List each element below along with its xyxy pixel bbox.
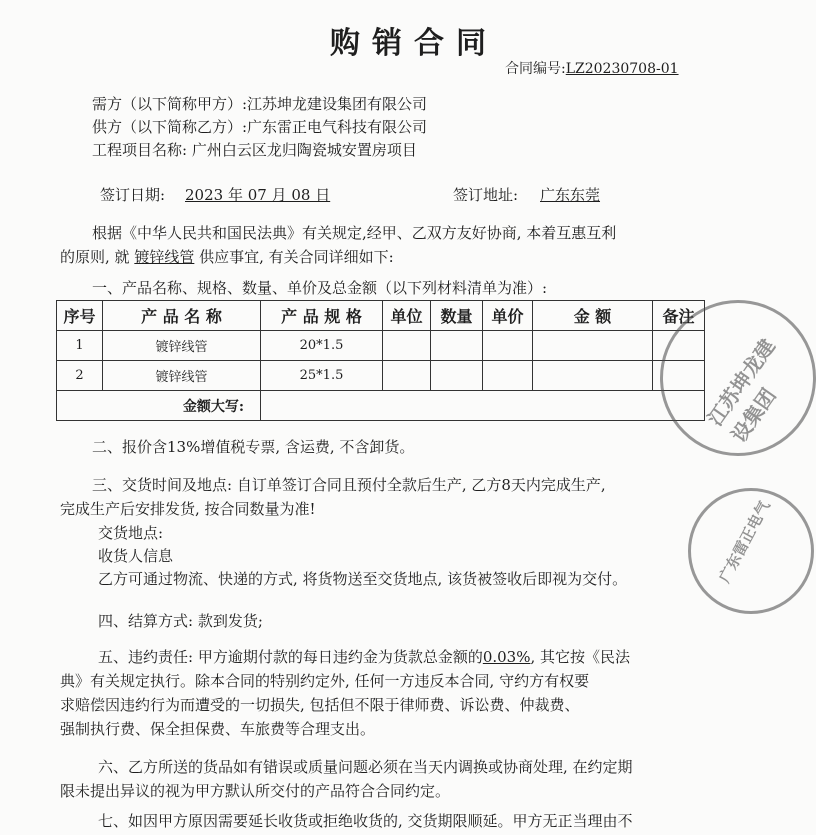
cell-qty bbox=[431, 331, 483, 361]
cell-name: 镀锌线管 bbox=[103, 361, 261, 391]
table-row bbox=[57, 361, 705, 391]
cell-index: 2 bbox=[57, 361, 103, 391]
signing-place-label: 签订地址: bbox=[453, 186, 519, 204]
seller-company-stamp bbox=[688, 488, 814, 614]
contract-number bbox=[505, 58, 679, 78]
penalty-rate: 0.03% bbox=[482, 648, 531, 666]
cell-name: 镀锌线管 bbox=[103, 331, 261, 361]
intro-prefix: 的原则, 就 bbox=[60, 248, 130, 266]
cell-amount bbox=[533, 331, 653, 361]
table-row bbox=[57, 331, 705, 361]
total-amount-label: 金额大写: bbox=[57, 391, 261, 421]
col-header-qty: 数量 bbox=[431, 301, 483, 331]
signing-place-value: 广东东莞 bbox=[540, 186, 601, 204]
section-5-line-1 bbox=[98, 646, 630, 667]
cell-unit bbox=[383, 331, 431, 361]
section-4: 四、结算方式: 款到发货; bbox=[98, 612, 263, 630]
col-header-unit: 单位 bbox=[383, 301, 431, 331]
cell-index: 1 bbox=[57, 331, 103, 361]
cell-amount bbox=[533, 361, 653, 391]
table-total-row bbox=[57, 391, 705, 421]
col-header-price: 单价 bbox=[483, 301, 533, 331]
intro-line-2 bbox=[60, 246, 394, 267]
cell-unit bbox=[383, 361, 431, 391]
cell-spec: 25*1.5 bbox=[261, 361, 383, 391]
section-3-line-2: 完成生产后安排发货, 按合同数量为准! bbox=[60, 500, 316, 518]
signing-date-label: 签订日期: bbox=[100, 186, 166, 204]
contract-number-label: 合同编号: bbox=[505, 61, 566, 77]
section-7-line-1: 七、如因甲方原因需要延长收货或拒绝收货的, 交货期限顺延。甲方无正当理由不 bbox=[98, 812, 633, 830]
section-6-line-1: 六、乙方所送的货品如有错误或质量问题必须在当天内调换或协商处理, 在约定期 bbox=[98, 758, 633, 776]
section-5-line-3: 求赔偿因违约行为而遭受的一切损失, 包括但不限于律师费、诉讼费、仲裁费、 bbox=[60, 696, 580, 714]
col-header-remark: 备注 bbox=[653, 301, 705, 331]
section-5-line-2: 典》有关规定执行。除本合同的特别约定外, 任何一方违反本合同, 守约方有权要 bbox=[60, 672, 590, 690]
signing-date-value: 2023 年 07 月 08 日 bbox=[185, 186, 331, 204]
cell-price bbox=[483, 361, 533, 391]
intro-product: 镀锌线管 bbox=[134, 248, 195, 266]
col-header-index: 序号 bbox=[57, 301, 103, 331]
delivery-place: 交货地点: bbox=[98, 524, 164, 542]
receiver-info: 收货人信息 bbox=[98, 547, 174, 565]
items-table bbox=[56, 300, 705, 421]
logistics-line: 乙方可通过物流、快递的方式, 将货物送至交货地点, 该货被签收后即视为交付。 bbox=[98, 570, 628, 588]
penalty-suffix: , 其它按《民法 bbox=[530, 648, 631, 666]
total-amount-value bbox=[261, 391, 705, 421]
cell-spec: 20*1.5 bbox=[261, 331, 383, 361]
intro-suffix: 供应事宜, 有关合同详细如下: bbox=[199, 248, 394, 266]
section-1-heading: 一、产品名称、规格、数量、单价及总金额（以下列材料清单为准）: bbox=[92, 279, 548, 297]
col-header-name: 产 品 名 称 bbox=[103, 301, 261, 331]
section-3-line-1: 三、交货时间及地点: 自订单签订合同且预付全款后生产, 乙方8天内完成生产, bbox=[92, 476, 606, 494]
section-6-line-2: 限未提出异议的视为甲方默认所交付的产品符合合同约定。 bbox=[60, 782, 451, 800]
col-header-spec: 产 品 规 格 bbox=[261, 301, 383, 331]
project-line: 工程项目名称: 广州白云区龙归陶瓷城安置房项目 bbox=[92, 141, 417, 159]
contract-title: 购销合同 bbox=[330, 26, 498, 61]
cell-price bbox=[483, 331, 533, 361]
penalty-prefix: 五、违约责任: 甲方逾期付款的每日违约金为货款总金额的 bbox=[98, 648, 483, 666]
contract-number-value: LZ20230708-01 bbox=[565, 61, 679, 77]
seller-line: 供方（以下简称乙方）:广东雷正电气科技有限公司 bbox=[92, 118, 428, 136]
intro-line-1: 根据《中华人民共和国民法典》有关规定,经甲、乙双方友好协商, 本着互惠互利 bbox=[92, 224, 617, 242]
seller-stamp-text: 广东雷正电气 bbox=[715, 497, 774, 586]
col-header-amount: 金 额 bbox=[533, 301, 653, 331]
section-2: 二、报价含13%增值税专票, 含运费, 不含卸货。 bbox=[92, 438, 415, 456]
buyer-line: 需方（以下简称甲方）:江苏坤龙建设集团有限公司 bbox=[92, 95, 428, 113]
buyer-stamp-text: 江苏坤龙建设集团 bbox=[702, 334, 781, 447]
cell-qty bbox=[431, 361, 483, 391]
buyer-company-stamp bbox=[660, 300, 816, 456]
section-5-line-4: 强制执行费、保全担保费、车旅费等合理支出。 bbox=[60, 720, 376, 738]
table-header-row bbox=[57, 301, 705, 331]
